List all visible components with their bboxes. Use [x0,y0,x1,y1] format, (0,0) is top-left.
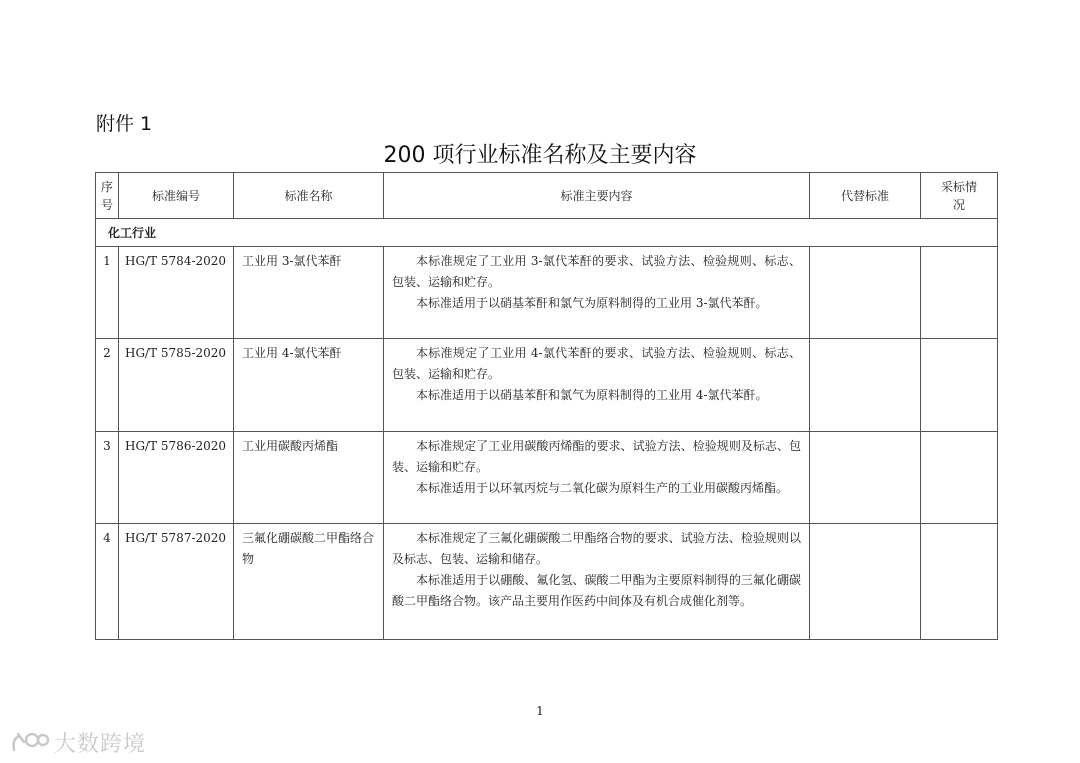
col-header-replaces: 代替标准 [810,173,921,219]
standard-code: HG/T 5784-2020 [119,247,234,339]
row-number: 3 [96,432,119,524]
col-header-content: 标准主要内容 [384,173,810,219]
standard-content [384,524,810,640]
adoption-cell [921,339,998,432]
watermark-logo-icon [10,730,50,756]
table-row [96,339,998,432]
content-applicability: 本标准适用于以环氧丙烷与二氧化碳为原料生产的工业用碳酸丙烯酯。 [416,481,789,495]
adoption-cell [921,432,998,524]
standard-content [384,432,810,524]
replaces-cell [810,432,921,524]
content-scope: 本标准规定了工业用 4-氯代苯酐的要求、试验方法、检验规则、标志、包装、运输和贮存。 [392,346,801,381]
standard-code: HG/T 5785-2020 [119,339,234,432]
replaces-cell [810,339,921,432]
standard-content [384,247,810,339]
col-header-adoption: 采标情况 [921,173,998,219]
content-applicability: 本标准适用于以硝基苯酐和氯气为原料制得的工业用 3-氯代苯酐。 [416,296,768,310]
col-header-name: 标准名称 [234,173,384,219]
standard-name: 工业用 3-氯代苯酐 [234,247,384,339]
watermark [10,727,146,758]
row-number: 2 [96,339,119,432]
row-number: 4 [96,524,119,640]
section-row [96,219,998,247]
content-applicability: 本标准适用于以硼酸、氟化氢、碳酸二甲酯为主要原料制得的三氟化硼碳酸二甲酯络合物。该产品主要用作医药中间体及有机合成催化剂等。 [392,573,801,608]
table-row [96,432,998,524]
table-header-row [96,173,998,219]
content-scope: 本标准规定了工业用碳酸丙烯酯的要求、试验方法、检验规则及标志、包装、运输和贮存。 [392,439,801,474]
col-header-code: 标准编号 [119,173,234,219]
attachment-label: 附件 1 [96,113,153,135]
page-title: 200 项行业标准名称及主要内容 [383,143,697,168]
standard-code: HG/T 5786-2020 [119,432,234,524]
watermark-text: 大数跨境 [54,732,147,757]
standard-name: 工业用碳酸丙烯酯 [234,432,384,524]
table-row [96,524,998,640]
adoption-cell [921,524,998,640]
adoption-cell [921,247,998,339]
standard-name: 工业用 4-氯代苯酐 [234,339,384,432]
content-scope: 本标准规定了三氟化硼碳酸二甲酯络合物的要求、试验方法、检验规则以及标志、包装、运输和储存。 [392,531,801,566]
replaces-cell [810,524,921,640]
content-applicability: 本标准适用于以硝基苯酐和氯气为原料制得的工业用 4-氯代苯酐。 [416,388,768,402]
page-number: 1 [536,704,544,718]
standard-name: 三氟化硼碳酸二甲酯络合物 [234,524,384,640]
replaces-cell [810,247,921,339]
standard-content [384,339,810,432]
section-label: 化工行业 [96,219,998,247]
standards-table [95,172,998,640]
table-row [96,247,998,339]
row-number: 1 [96,247,119,339]
content-scope: 本标准规定了工业用 3-氯代苯酐的要求、试验方法、检验规则、标志、包装、运输和贮存。 [392,254,801,289]
col-header-no: 序号 [96,173,119,219]
standard-code: HG/T 5787-2020 [119,524,234,640]
